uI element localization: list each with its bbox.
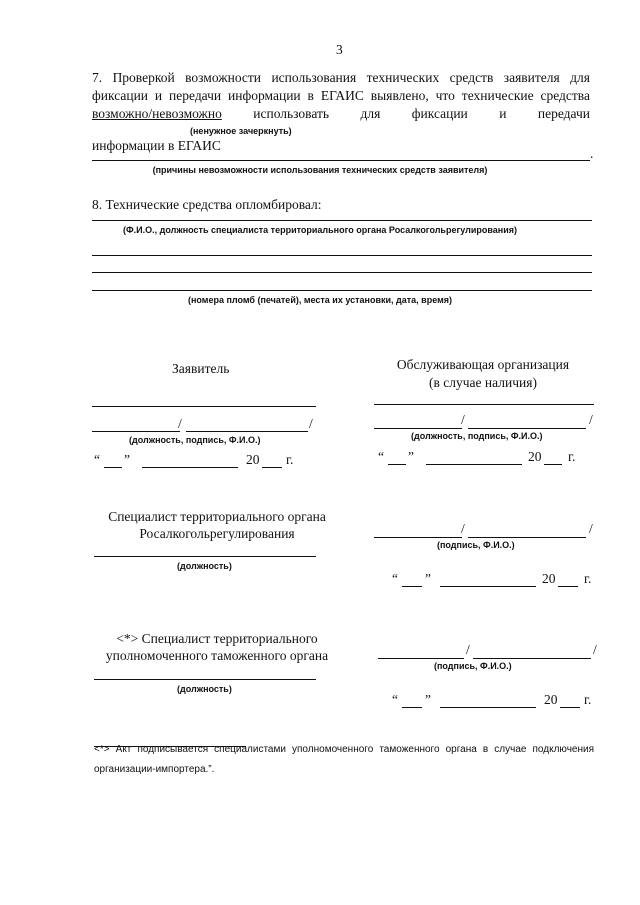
close-quote: ” — [425, 571, 431, 586]
page-number: 3 — [336, 42, 343, 57]
period: . — [590, 146, 594, 161]
service-org-subtitle: (в случае наличия) — [429, 375, 537, 390]
year-prefix: 20 — [542, 571, 556, 586]
year-suffix: г. — [286, 452, 294, 467]
customs-position-line[interactable] — [94, 679, 316, 680]
rosalko-position-line[interactable] — [94, 556, 316, 557]
service-org-title: Обслуживающая организация — [396, 357, 570, 372]
rosalko-position-caption: (должность) — [177, 561, 232, 571]
applicant-line-top[interactable] — [92, 406, 316, 407]
rosalko-specialist-title: Специалист территориального органа — [108, 509, 326, 524]
seals-caption: (номера пломб (печатей), места их установки, дата, время) — [187, 295, 453, 305]
section7-line2: фиксации и передачи информации в ЕГАИС выявлено, что технические средства — [92, 88, 590, 103]
rosalko-signature-line[interactable] — [468, 537, 586, 538]
slash: / — [461, 521, 465, 536]
rosalko-sign-caption: (подпись, Ф.И.О.) — [437, 540, 515, 550]
service-org-signature-line[interactable] — [468, 428, 586, 429]
close-quote: ” — [124, 452, 130, 467]
section7-line3 — [92, 104, 590, 124]
slash: / — [593, 642, 597, 657]
service-org-line-top[interactable] — [374, 404, 594, 405]
service-org-caption: (должность, подпись, Ф.И.О.) — [411, 431, 543, 441]
seals-line-2[interactable] — [92, 272, 592, 273]
section7-word: фиксации — [411, 106, 468, 121]
footnote-line2: организации-импортера.”. — [94, 764, 215, 775]
slash: / — [309, 416, 313, 431]
service-org-month-line[interactable] — [426, 464, 522, 465]
applicant-month-line[interactable] — [142, 467, 238, 468]
customs-month-line[interactable] — [440, 707, 536, 708]
open-quote: “ — [94, 452, 100, 467]
reasons-line[interactable] — [92, 160, 590, 161]
open-quote: “ — [392, 692, 398, 707]
year-prefix: 20 — [246, 452, 260, 467]
rosalko-day-line[interactable] — [402, 586, 422, 587]
customs-specialist-title: <*> Специалист территориального — [116, 631, 318, 646]
open-quote: “ — [378, 449, 384, 464]
seals-line-1[interactable] — [92, 255, 592, 256]
section7-word: передачи — [537, 106, 590, 121]
customs-year-line[interactable] — [560, 707, 580, 708]
reasons-caption: (причины невозможности использования технических средств заявителя) — [152, 165, 488, 175]
service-org-position-line[interactable] — [374, 428, 462, 429]
possible-impossible-option: возможно/невозможно — [92, 106, 222, 121]
customs-initials-line[interactable] — [378, 658, 464, 659]
rosalko-specialist-subtitle: Росалкогольрегулирования — [139, 526, 295, 541]
applicant-position-line[interactable] — [92, 431, 180, 432]
close-quote: ” — [408, 449, 414, 464]
rosalko-month-line[interactable] — [440, 586, 536, 587]
slash: / — [589, 412, 593, 427]
year-prefix: 20 — [528, 449, 542, 464]
customs-sign-caption: (подпись, Ф.И.О.) — [434, 661, 512, 671]
slash: / — [178, 416, 182, 431]
footnote-line1: <*> Акт подписывается специалистами уполномоченного таможенного органа в случае подключения — [94, 744, 594, 755]
rosalko-year-line[interactable] — [558, 586, 578, 587]
customs-signature-line[interactable] — [473, 658, 591, 659]
applicant-signature-line[interactable] — [186, 431, 308, 432]
section8-title: 8. Технические средства опломбировал: — [92, 197, 322, 212]
applicant-caption: (должность, подпись, Ф.И.О.) — [129, 435, 261, 445]
cross-out-hint: (ненужное зачеркнуть) — [190, 126, 292, 136]
specialist-caption: (Ф.И.О., должность специалиста территориального органа Росалкогольрегулирования) — [122, 225, 517, 235]
section7-line4: информации в ЕГАИС — [92, 138, 221, 153]
section7-word: использовать — [253, 106, 330, 121]
section7-word: для — [360, 106, 381, 121]
applicant-title: Заявитель — [172, 361, 230, 376]
slash: / — [466, 642, 470, 657]
customs-position-caption: (должность) — [177, 684, 232, 694]
year-suffix: г. — [584, 571, 592, 586]
slash: / — [589, 521, 593, 536]
applicant-day-line[interactable] — [104, 467, 122, 468]
service-org-day-line[interactable] — [388, 464, 406, 465]
close-quote: ” — [425, 692, 431, 707]
year-suffix: г. — [584, 692, 592, 707]
section7-line1: 7. Проверкой возможности использования технических средств заявителя для — [92, 70, 590, 85]
year-prefix: 20 — [544, 692, 558, 707]
specialist-line[interactable] — [92, 220, 592, 221]
seals-line-3[interactable] — [92, 290, 592, 291]
open-quote: “ — [392, 571, 398, 586]
customs-day-line[interactable] — [402, 707, 422, 708]
slash: / — [461, 412, 465, 427]
applicant-year-line[interactable] — [262, 467, 282, 468]
rosalko-initials-line[interactable] — [374, 537, 462, 538]
service-org-year-line[interactable] — [544, 464, 562, 465]
section7-word: и — [499, 106, 507, 121]
year-suffix: г. — [568, 449, 576, 464]
customs-specialist-subtitle: уполномоченного таможенного органа — [105, 648, 329, 663]
